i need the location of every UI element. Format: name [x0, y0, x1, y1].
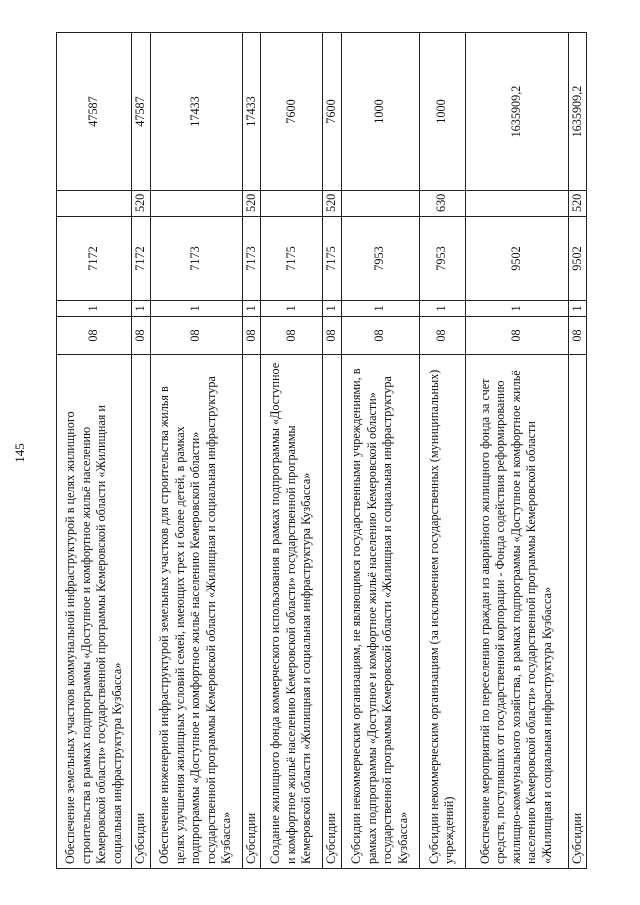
subsection-code-cell: 1	[419, 301, 465, 317]
section-code-cell: 08	[261, 317, 323, 355]
amount-cell: 1635909,2	[568, 33, 587, 191]
subsection-code-cell: 1	[323, 301, 342, 317]
amount-cell: 17433	[242, 33, 261, 191]
amount-cell: 1000	[419, 33, 465, 191]
expense-kind-cell: 520	[323, 191, 342, 217]
section-code-cell: 08	[341, 317, 419, 355]
expense-kind-cell	[465, 191, 568, 217]
table-row	[341, 33, 419, 869]
section-code-cell: 08	[57, 317, 132, 355]
subsection-code-cell: 1	[150, 301, 242, 317]
target-article-cell: 7953	[419, 217, 465, 301]
expense-kind-cell: 520	[568, 191, 587, 217]
subsection-code-cell: 1	[465, 301, 568, 317]
section-code-cell: 08	[242, 317, 261, 355]
expense-kind-cell	[150, 191, 242, 217]
target-article-cell: 7172	[132, 217, 151, 301]
expense-kind-cell	[261, 191, 323, 217]
table-row	[57, 33, 132, 869]
subsection-code-cell: 1	[568, 301, 587, 317]
subsection-code-cell: 1	[341, 301, 419, 317]
row-name-cell: Обеспечение мероприятий по переселению граждан из аварийного жилищного фонда за счет средств, поступивших от государственной корпорации - Фонда содействия реформированию жилищно-коммунального хозяйства, в рамках подпрограммы «Доступное и комфортное жильё населению Кемеровской области» государственной программы Кемеровской области «Жилищная и социальная инфраструктура Кузбасса»	[465, 355, 568, 869]
row-name-cell: Обеспечение земельных участков коммунальной инфраструктурой в целях жилищного строительства в рамках подпрограммы «Доступное и комфортное жильё населению Кемеровской области» государственной программы Кемеровской области «Жилищная и социальная инфраструктура Кузбасса»	[57, 355, 132, 869]
page-number: 145	[12, 442, 27, 463]
target-article-cell: 9502	[568, 217, 587, 301]
section-code-cell: 08	[465, 317, 568, 355]
amount-cell: 17433	[150, 33, 242, 191]
section-code-cell: 08	[419, 317, 465, 355]
page-number-container	[9, 0, 31, 905]
amount-cell: 1635909,2	[465, 33, 568, 191]
table-row	[150, 33, 242, 869]
target-article-cell: 7175	[323, 217, 342, 301]
amount-cell: 7600	[261, 33, 323, 191]
table-row	[568, 33, 587, 869]
row-name-cell: Субсидии	[132, 355, 151, 869]
subsection-code-cell: 1	[132, 301, 151, 317]
table-row	[132, 33, 151, 869]
section-code-cell: 08	[323, 317, 342, 355]
expense-kind-cell	[57, 191, 132, 217]
target-article-cell: 7175	[261, 217, 323, 301]
target-article-cell: 7172	[57, 217, 132, 301]
section-code-cell: 08	[150, 317, 242, 355]
target-article-cell: 9502	[465, 217, 568, 301]
expense-kind-cell: 520	[242, 191, 261, 217]
target-article-cell: 7173	[150, 217, 242, 301]
row-name-cell: Обеспечение инженерной инфраструктурой земельных участков для строительства жилья в целях улучшения жилищных условий семей, имеющих трех и более детей, в рамках подпрограммы «Доступное и комфортное жильё населению Кемеровской области» государственной программы Кемеровской области «Жилищная и социальная инфраструктура Кузбасса»	[150, 355, 242, 869]
row-name-cell: Создание жилищного фонда коммерческого использования в рамках подпрограммы «Доступное и комфортное жильё населению Кемеровской области» государственной программы Кемеровской области «Жилищная и социальная инфраструктура Кузбасса»	[261, 355, 323, 869]
table-row	[261, 33, 323, 869]
row-name-cell: Субсидии	[568, 355, 587, 869]
expense-kind-cell: 630	[419, 191, 465, 217]
table-row	[419, 33, 465, 869]
amount-cell: 47587	[132, 33, 151, 191]
row-name-cell: Субсидии некоммерческим организациям, не являющимся государственными учреждениями, в рамках подпрограммы «Доступное и комфортное жильё населению Кемеровской области» государственной программы Кемеровской области «Жилищная и социальная инфраструктура Кузбасса»	[341, 355, 419, 869]
section-code-cell: 08	[568, 317, 587, 355]
amount-cell: 7600	[323, 33, 342, 191]
budget-table	[56, 32, 587, 869]
subsection-code-cell: 1	[261, 301, 323, 317]
amount-cell: 1000	[341, 33, 419, 191]
subsection-code-cell: 1	[57, 301, 132, 317]
table-row	[465, 33, 568, 869]
expense-kind-cell: 520	[132, 191, 151, 217]
expense-kind-cell	[341, 191, 419, 217]
row-name-cell: Субсидии некоммерческим организациям (за исключением государственных (муниципальных) учреждений)	[419, 355, 465, 869]
target-article-cell: 7173	[242, 217, 261, 301]
budget-table-container	[56, 33, 584, 869]
row-name-cell: Субсидии	[323, 355, 342, 869]
subsection-code-cell: 1	[242, 301, 261, 317]
section-code-cell: 08	[132, 317, 151, 355]
table-row	[323, 33, 342, 869]
target-article-cell: 7953	[341, 217, 419, 301]
amount-cell: 47587	[57, 33, 132, 191]
table-row	[242, 33, 261, 869]
row-name-cell: Субсидии	[242, 355, 261, 869]
